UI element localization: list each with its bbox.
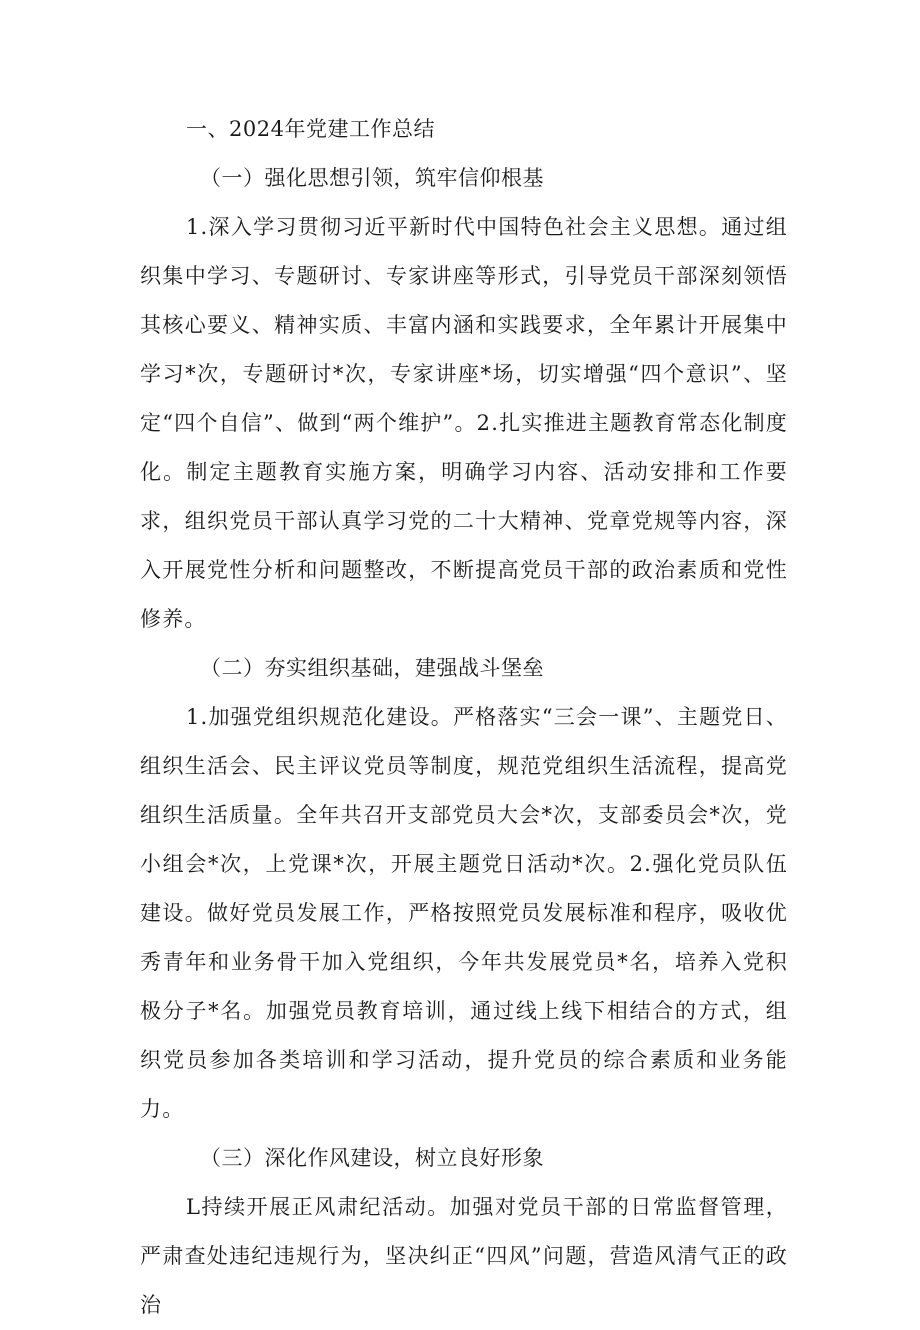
section-body: 1.加强党组织规范化建设。严格落实“三会一课”、主题党日、组织生活会、民主评议党员等制度，规范党组织生活流程，提高党组织生活质量。全年共召开支部党员大会*次，支部委员会*次，党小组会*次，上党课*次，开展主题党日活动*次。2.强化党员队伍建设。做好党员发展工作，严格按照党员发展标准和程序，吸收优秀青年和业务骨干加入党组织，今年共发展党员*名，培养入党积极分子*名。加强党员教育培训，通过线上线下相结合的方式，组织党员参加各类培训和学习活动，提升党员的综合素质和业务能力。: [140, 705, 788, 1121]
section-heading: （一）强化思想引领，筑牢信仰根基: [200, 166, 544, 190]
document-title: 一、2024年党建工作总结: [186, 117, 435, 141]
section-heading: （三）深化作风建设，树立良好形象: [200, 1146, 544, 1170]
section-body: L持续开展正风肃纪活动。加强对党员干部的日常监督管理，严肃查处违纪违规行为，坚决纠正“四风”问题，营造风清气正的政治: [140, 1195, 788, 1317]
document-content: [140, 105, 788, 1330]
section-heading: （二）夯实组织基础，建强战斗堡垒: [200, 656, 544, 680]
section-body: 1.深入学习贯彻习近平新时代中国特色社会主义思想。通过组织集中学习、专题研讨、专家讲座等形式，引导党员干部深刻领悟其核心要义、精神实质、丰富内涵和实践要求，全年累计开展集中学习*次，专题研讨*次，专家讲座*场，切实增强“四个意识”、坚定“四个自信”、做到“两个维护”。2.扎实推进主题教育常态化制度化。制定主题教育实施方案，明确学习内容、活动安排和工作要求，组织党员干部认真学习党的二十大精神、党章党规等内容，深入开展党性分析和问题整改，不断提高党员干部的政治素质和党性修养。: [140, 215, 788, 631]
